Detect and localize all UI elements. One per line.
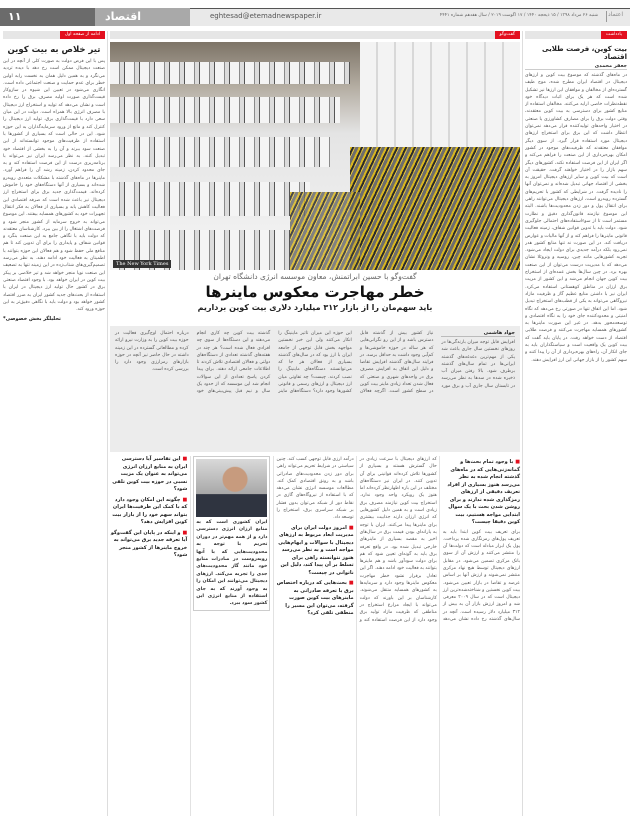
left-column (3, 31, 105, 816)
email-link[interactable]: eghtesad@etemadnewspaper.ir (210, 12, 322, 20)
newspaper-logo: اعتماد (606, 11, 624, 22)
interview-tag: گفت‌وگو (495, 31, 520, 39)
question-3: ■ بحث‌هایی که درباره اختصاص برق با تعرفه صادراتی به ماینرهای بیت کوین صورت گرفته، می‌توان این مسیر را منطقی تلقی کرد؟ (276, 580, 353, 618)
left-body: پس با این فرض دولت به صورت کلی از آنچه در این صنعت دیجیتال ممکن است رخ دهد با دیده تردید می‌نگرد و به همین دلیل همان به نخست رابه اولین خطر برای عدم حمایت و صنعت اجتماعی داده است. انگاری می‌شود در تعیین این شیوه در سازوکار قیمت‌گذاری صورت اولیه مصرف برق را رخ داده است و نشان می‌دهد که تولید و استخراج ارز دیجیتال با مصرف انرژی بالا همراه است. دولت در این میان سعی دارد با قیمت‌گذاری برق، تولید ارز دیجیتال را کنترل کند و مانع از ورود سرمایه‌گذاران به این حوزه شود. این در حالی است که بسیاری از کشورها با استفاده از ظرفیت‌های موجود توانسته‌اند از این صنعت سود ببرند و آن را به بخشی از اقتصاد خود تبدیل کنند. به نظر می‌رسد ایران نیز می‌تواند با برنامه‌ریزی درست از این فرصت استفاده کند و به جای محدود کردن، زمینه رشد آن را فراهم آورد. ماینرها در ماه‌های گذشته با مشکلات متعددی روبه‌رو شده‌اند و بسیاری از آنها دستگاه‌های خود را خاموش کرده‌اند. قیمت‌گذاری جدید برق برای استخراج ارز دیجیتال نیز باعث شده است که صرفه اقتصادی این فعالیت کاهش یابد و بسیاری از فعالان به فکر انتقال تجهیزات خود به کشورهای همسایه بیفتند. این موضوع می‌تواند به خروج سرمایه از کشور منجر شود و فرصت‌های اشتغال را از بین ببرد. کارشناسان معتقدند که دولت باید با نگاهی جامع به این صنعت بنگرد و قوانین شفاف و پایداری را برای آن تدوین کند تا هم منافع ملی حفظ شود و هم فعالان این حوزه بتوانند با اطمینان به فعالیت خود ادامه دهند. به نظر می‌رسد تصمیم‌گیری‌های شتاب‌زده در این زمینه تنها به تضعیف این صنعت نوپا منجر خواهد شد و تیر خلاصی بر پیکر بیت کوین در ایران خواهد بود. با وجود اقتصاد صنعتی برق در کشور حال تولید ارز دیجیتال در ایران با استفاده از بحث‌های جدید کشور ایران به ضرر اقتصاد کشور خواهد بود و دولت باید با نگاهی دقیق‌تر به این حوزه ورود کند. (3, 59, 105, 313)
continued-tag: ادامه از صفحه اول (60, 31, 105, 39)
question-4: ■ این تفاسیر آیا دسترسی ایران به منابع ارزان انرژی می‌تواند به عنوان یک مزیت نسبی در حوزه بیت کوین تلقی شود؟ (110, 456, 187, 494)
dateline: شنبه ۲۶ مرداد ۱۳۹۸ / ۱۵ ذیحجه ۱۴۴۰ / ۱۷ اگوست ۲۰۱۹ / سال هفدهم شماره ۴۴۴۱ (439, 13, 598, 18)
section-title: اقتصاد (95, 8, 190, 26)
right-body: در ماه‌های گذشته که موضوع بیت کوین و ارزهای دیجیتال در اقتصاد ایران مطرح شده، موج طیف گسترده‌ای از مخالفان و موافقان این ارزها نیز تشکیل شده است که هر یک برای اثبات دیدگاه خود نقطه‌نظرات خاصی ارایه می‌کنند. مخالفان استفاده از منابع کشور برای دسترسی به بیت کوین معتقدند، وقتی دولت برق را برای مصارف کشاورزی یا صنعتی در اختیار واحدهای تولیدکننده قرار می‌دهد نمی‌توان انتظار داشت که این برق برای استخراج ارزهای دیجیتال مورد استفاده قرار گیرد. از سوی دیگر موافقان معتقدند که ظرفیت‌های موجود در کشور امکان بهره‌برداری از این صنعت را فراهم می‌کند و اگر ایران از این فرصت استفاده نکند، کشورهای دیگر سهم بازار را در اختیار خواهند گرفت. حقیقت آن است که بیت کوین و سایر ارزهای دیجیتال امروز به بخشی از اقتصاد جهانی تبدیل شده‌اند و نمی‌توان آنها را نادیده گرفت. در شرایطی که کشور با تحریم‌های گسترده روبه‌رو است، ارزهای دیجیتال می‌توانند راهی برای انتقال پول و دور زدن محدودیت‌ها باشند. البته این موضوع نیازمند قانون‌گذاری دقیق و نظارت مستمر است تا از سوءاستفاده‌های احتمالی جلوگیری شود. دولت باید با تدوین قوانین شفاف، زمینه فعالیت قانونی ماینرها را فراهم کند و از آنها مالیات و عوارض دریافت کند. در این صورت نه تنها منابع کشور هدر نمی‌رود بلکه درآمد جدیدی برای دولت ایجاد می‌شود. تجربه کشورهایی مانند چین، روسیه و ونزوئلا نشان می‌دهد که با مدیریت درست می‌توان از این صنعت بهره برد. در چین سال‌ها بخش عمده‌ای از استخراج بیت کوین جهان انجام می‌شد و این کشور از مزیت برق ارزان در مناطق کوهستانی استفاده می‌کرد. ایران نیز با داشتن منابع عظیم گاز و ظرفیت مازاد نیروگاهی می‌تواند به یکی از قطب‌های استخراج تبدیل شود. اما این اتفاق تنها در صورتی رخ می‌دهد که نگاه امنیتی و محدودکننده جای خود را به نگاه اقتصادی و توسعه‌محور بدهد. در غیر این صورت ماینرها به کشورهای همسایه مهاجرت می‌کنند و فرصت طلایی اقتصاد از دست خواهد رفت. در پایان باید گفت که بیت کوین یک واقعیت است و سیاستگذاران باید به جای انکار آن، راه‌های بهره‌برداری از آن را پیدا کنند و سهم کشور را از بازار جهانی این ارز افزایش دهند. (525, 73, 627, 363)
answer-text: برای تعریف بیت کوین ابتدا باید به تعریف پول‌های رمزنگاری شده پرداخت. پول یک ابزار مبادله است که دولت‌ها آن را منتشر می‌کنند و ارزش آن از سوی بانک مرکزی تضمین می‌شود. در مقابل ارزهای دیجیتال توسط هیچ نهاد مرکزی منتشر نمی‌شوند و ارزش آنها بر اساس عرضه و تقاضا در بازار تعیین می‌شود. بیت کوین نخستین و شناخته‌شده‌ترین ارز دیجیتال است که در سال ۲۰۰۹ معرفی شد و امروز ارزش بازار آن به بیش از ۳۱۲ میلیارد دلار رسیده است. آنچه در سال‌های گذشته رخ داده نشان می‌دهد که ارزهای دیجیتال با سرعت زیادی در حال گسترش هستند و بسیاری از کشورها تلاش کرده‌اند قوانینی برای آن تدوین کنند. در ایران نیز دستگاه‌های مختلف در این باره اظهارنظر کرده‌اند اما هنوز یک رویکرد واحد وجود ندارد. استخراج بیت کوین نیازمند مصرف برق زیادی است و به همین دلیل کشورهایی که انرژی ارزان دارند جذابیت بیشتری برای ماینرها پیدا می‌کنند. ایران با توجه به یارانه‌ای بودن قیمت برق در سال‌های اخیر به مقصد بسیاری از ماینرهای خارجی تبدیل شده بود. در واقع تعرفه برق باید به گونه‌ای تعیین شود که هم برای دولت سودآور باشد و هم ماینرها بتوانند به فعالیت خود ادامه دهند. اگر این تعادل برقرار نشود خطر مهاجرت معکوس ماینرها وجود دارد و سرمایه‌ها به کشورهای همسایه منتقل می‌شوند. کارشناسان بر این باورند که دولت می‌تواند با ایجاد مزارع استخراج در مناطقی که ظرفیت مازاد تولید برق وجود دارد از این فرصت استفاده کند و درآمد ارزی قابل توجهی کسب کند. چنین سیاستی در شرایط تحریم می‌تواند راهی برای دور زدن محدودیت‌های صادراتی باشد و به رونق اقتصادی کمک کند. مطالعات موسسه انرژی نشان می‌دهد که با استفاده از نیروگاه‌های گازی در نقاط دور از شبکه می‌توان بدون فشار بر شبکه سراسری برق، استخراج را توسعه داد. (276, 457, 520, 623)
intro-box (110, 326, 520, 452)
left-title: تیر خلاص به بیت کوین (7, 45, 101, 55)
interviewee-portrait (196, 459, 267, 517)
right-tag-bar (525, 31, 627, 39)
byline: جواد هاشمی (441, 330, 515, 337)
photo-credit: The New York Times (113, 260, 171, 268)
left-tag-bar (3, 31, 105, 39)
headline-block (110, 272, 520, 312)
subhead: باید سهم‌مان را از بازار ۳۱۲ میلیارد دلاری بیت کوین برداریم (197, 303, 433, 312)
pull-quote: ایران کشوری است که به منابع ارزان انرژی دسترسی دارد و از همه مهم‌تر در دوران تحریم با توجه به محدودیت‌هایی که با آنها روبه‌روست در صادرات منابع خود مانند گاز محدودیت‌های جدی را تجربه می‌کند. ارزهای دیجیتال می‌توانند این امکان را به وجود آورند که به جای استفاده از منابع انرژی این کشور سود ببرد. (196, 520, 268, 607)
interview-body (110, 456, 520, 816)
question-5: ■ چگونه این امکان وجود دارد که با کمک این ظرفیت‌ها ایران بتواند سهم خود را از بازار بیت کوین افزایش دهد؟ (110, 497, 187, 527)
kicker: گفت‌وگو با حسین ابراتمنش، معاون موسسه انرژی دانشگاه تهران (213, 272, 417, 281)
page-number: ۱۱ (0, 8, 95, 26)
right-author: جعفر محمدی (525, 63, 627, 70)
right-column (525, 31, 627, 816)
left-author: تحلیلگر بخش خصوصی* (3, 316, 61, 323)
main-tag-bar (110, 31, 520, 39)
headline: خطر مهاجرت معکوس ماینرها (205, 283, 425, 301)
mining-farm-photo (110, 42, 520, 270)
right-title: بیت کوین، فرصت طلایی اقتصاد (542, 45, 627, 61)
question-1: ■ با وجود تمام بحث‌ها و گمانه‌زنی‌هایی که در ماه‌های گذشته انجام شده به نظر می‌رسد هنوز بسیاری از افراد تعریف دقیقی از ارزهای رمزگذاری شده ندارند و برای روشن شدن بحث با یک سوال ابتدایی مواجه هستیم، بیت کوین دقیقا چیست؟ (443, 459, 520, 527)
question-6: ■ و اینکه در پایان این گفت‌وگو آیا تعرفه جدید برق می‌تواند به خروج ماینرها از کشور منجر شود؟ (110, 530, 187, 560)
question-2: ■ امروز دولت ایران برای مدیریت ابعاد مربوط به ارزهای دیجیتال با سوالات و ابهام‌هایی مواجه است و به نظر می‌رسد هنوز نتوانسته راهی برای تسلط بر آن پیدا کند، دلیل این ناتوانی در چیست؟ (276, 525, 353, 578)
portrait-box (193, 456, 270, 611)
note-tag: یادداشت (601, 31, 627, 39)
intro-text: افزایش قابل توجه میزان بارندگی‌ها در روزهای نخستین سال جاری باعث شد یکی از مهم‌ترین دغدغه‌های گذشته ایرانی‌ها در تمام سال‌های گذشته برطرف شود. بالا رفتن میزان آب ذخیره شده در سدها به نظر می‌رسد در تابستان سال جاری آب و برق مورد نیاز کشور بیش از گذشته قابل دسترس باشد و از این رو نگرانی‌هایی که هر ساله در حوزه خاموشی‌ها و کم‌آبی وجود داشت به حداقل برسد. در فرایند سال‌های گذشته افزایش تقاضا و دلیل این اتفاق به افزایش مصرف برق در واحدهای شهری و صنعتی که فعال شدن تعداد زیادی ماینر بیت کوین در سطح کشور است. اگرچه فعالان این حوزه این میزان تاثیر ماینینگ را انکار می‌کنند ولی این خبر نخستین مواجهه بخش قابل توجهی از جامعه ایران با ارز بود که در سال‌های گذشته بسیاری از فعالان هر جا که می‌توانستند دستگاه‌های ماینینگ را نصب کردند. چیست؟ چه تفاوتی میان ارز دیجیتال و ارزهای رسمی و قانونی کشورها وجود دارد؟ دستگاه‌های ماینر گذشته بیت کوین چه کاری انجام می‌دهند و این دستگاه‌ها از سوی چه افرادی فعال شده است؟ هر چند در هفته‌های گذشته تعدادی از دستگاه‌های دولتی و فعالان اقتصادی تلاش کردند تا اطلاعات جامعی ارائه دهند. برای پیدا کردن پاسخ تعدادی از این سوالات انجام شد این موسسه که از حدود یک سال و نیم قبل پیش‌بینی‌های خود درباره احتمال اوج‌گیری فعالیت در حوزه بیت کوین را به وزارت نیرو ارائه کرده و مطالعاتی گسترده در این زمینه داشته در حال حاضر نیز آنچه در حوزه بازارهای رمزارزی وجود دارد را بررسی کرده است. (115, 331, 515, 395)
